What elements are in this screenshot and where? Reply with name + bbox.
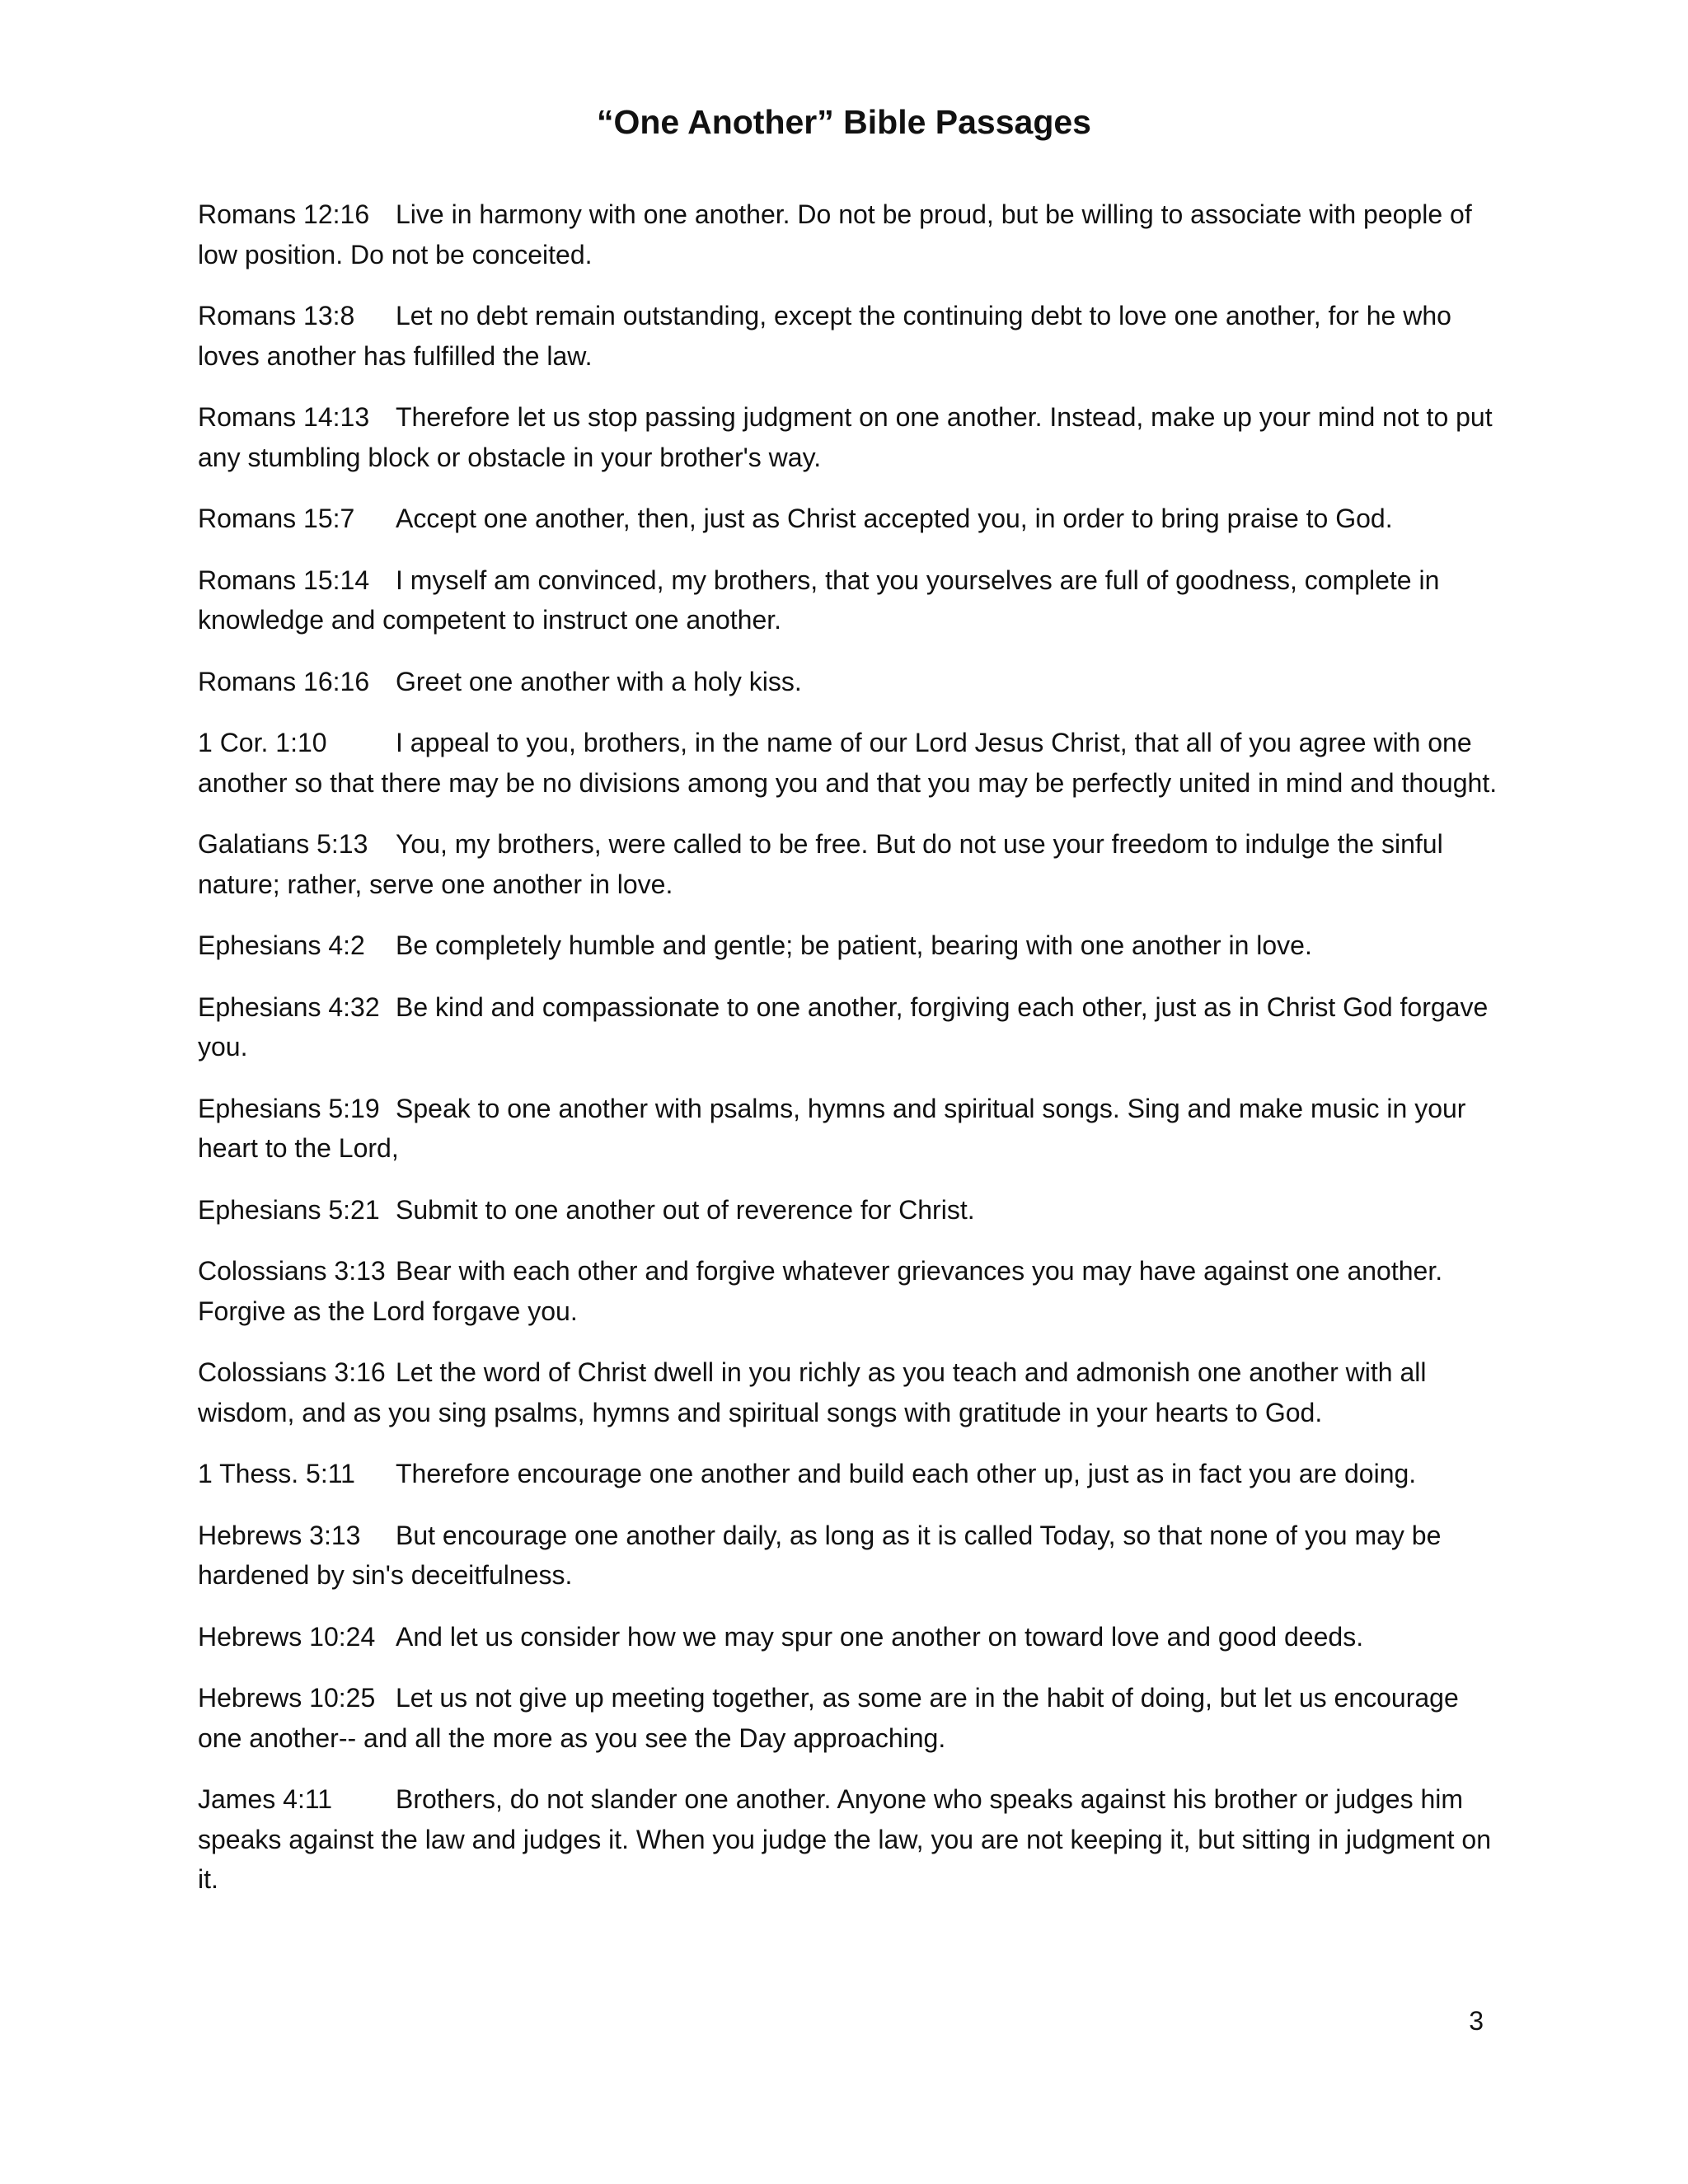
- passage-text: Speak to one another with psalms, hymns and spiritual songs. Sing and make music in your heart to the Lord,: [198, 1093, 1466, 1163]
- passage: [198, 824, 1500, 904]
- passage-text: I myself am convinced, my brothers, that you yourselves are full of goodness, complete in knowledge and competent to instruct one another.: [198, 565, 1440, 635]
- passage-reference: Ephesians 5:21: [198, 1194, 380, 1225]
- passage-reference: James 4:11: [198, 1784, 333, 1814]
- passage: [198, 1779, 1500, 1900]
- passage-text: Submit to one another out of reverence for Christ.: [396, 1194, 975, 1225]
- passage-text: Let the word of Christ dwell in you richly as you teach and admonish one another with all wisdom, and as you sing psalms, hymns and spiritual songs with gratitude in your hearts to God.: [198, 1357, 1427, 1427]
- passage-reference: Ephesians 5:19: [198, 1093, 380, 1123]
- passage: [198, 1190, 1500, 1230]
- passage-text: And let us consider how we may spur one another on toward love and good deeds.: [396, 1621, 1364, 1652]
- passage-reference: Hebrews 10:25: [198, 1683, 376, 1713]
- passage-text: But encourage one another daily, as long as it is called Today, so that none of you may be hardened by sin's deceitfulness.: [198, 1520, 1442, 1590]
- passage-reference: Romans 16:16: [198, 666, 370, 696]
- passage: [198, 1352, 1500, 1432]
- passage: [198, 499, 1500, 539]
- passage-text: Let no debt remain outstanding, except the continuing debt to love one another, for he who loves another has fulfilled the law.: [198, 301, 1451, 371]
- passage: [198, 296, 1500, 376]
- passage-text: Therefore encourage one another and build each other up, just as in fact you are doing.: [396, 1459, 1417, 1488]
- page-number: 3: [1469, 2006, 1484, 2036]
- passage-reference: Ephesians 4:32: [198, 991, 380, 1022]
- passage-text: Bear with each other and forgive whatever grievances you may have against one another. Forgive as the Lord forgave you.: [198, 1256, 1443, 1326]
- passage: [198, 987, 1500, 1067]
- passage-text: Be kind and compassionate to one another, forgiving each other, just as in Christ God forgave you.: [198, 991, 1489, 1062]
- passage-text: Live in harmony with one another. Do not be proud, but be willing to associate with people of low position. Do not be conceited.: [198, 199, 1472, 269]
- passage-reference: Romans 13:8: [198, 301, 355, 330]
- passage-reference: Romans 15:7: [198, 504, 355, 533]
- passage: [198, 560, 1500, 640]
- passage: [198, 397, 1500, 477]
- passage-text: You, my brothers, were called to be free. But do not use your freedom to indulge the sinful nature; rather, serve one another in love.: [198, 829, 1443, 899]
- passage-text: Accept one another, then, just as Christ accepted you, in order to bring praise to God.: [396, 504, 1393, 533]
- passage-reference: Colossians 3:13: [198, 1256, 386, 1286]
- passage: [198, 1678, 1500, 1758]
- passage: [198, 723, 1500, 803]
- passage-reference: Ephesians 4:2: [198, 930, 365, 960]
- passage: [198, 194, 1500, 274]
- passage: [198, 1454, 1500, 1494]
- passage-reference: Galatians 5:13: [198, 829, 368, 859]
- passage-reference: Romans 15:14: [198, 565, 370, 595]
- passage-reference: Romans 14:13: [198, 402, 370, 432]
- passage-text: Let us not give up meeting together, as some are in the habit of doing, but let us encourage one another-- and all the more as you see the Day approaching.: [198, 1683, 1459, 1753]
- passage-text: Therefore let us stop passing judgment on one another. Instead, make up your mind not to put any stumbling block or obstacle in your brother's way.: [198, 402, 1493, 472]
- passage-text: Brothers, do not slander one another. Anyone who speaks against his brother or judges him speaks against the law and judges it. When you judge the law, you are not keeping it, but sitting in judgment on it.: [198, 1784, 1491, 1894]
- passage-reference: Hebrews 3:13: [198, 1520, 361, 1550]
- passage-reference: 1 Cor. 1:10: [198, 728, 327, 757]
- passage-reference: Hebrews 10:24: [198, 1621, 376, 1652]
- passage-text: Be completely humble and gentle; be patient, bearing with one another in love.: [396, 930, 1312, 960]
- passage: [198, 1516, 1500, 1596]
- passage-reference: Romans 12:16: [198, 199, 370, 229]
- passage: [198, 1617, 1500, 1657]
- passage-text: I appeal to you, brothers, in the name of our Lord Jesus Christ, that all of you agree with one another so that there may be no divisions among you and that you may be perfectly united in mind and thought.: [198, 728, 1498, 798]
- passage-reference: 1 Thess. 5:11: [198, 1459, 355, 1488]
- passage: [198, 1251, 1500, 1331]
- passage-list: [198, 194, 1500, 1921]
- passage-text: Greet one another with a holy kiss.: [396, 666, 802, 696]
- passage: [198, 1089, 1500, 1169]
- passage: [198, 662, 1500, 702]
- passage-reference: Colossians 3:16: [198, 1357, 386, 1387]
- page-title: “One Another” Bible Passages: [597, 103, 1091, 141]
- passage: [198, 926, 1500, 966]
